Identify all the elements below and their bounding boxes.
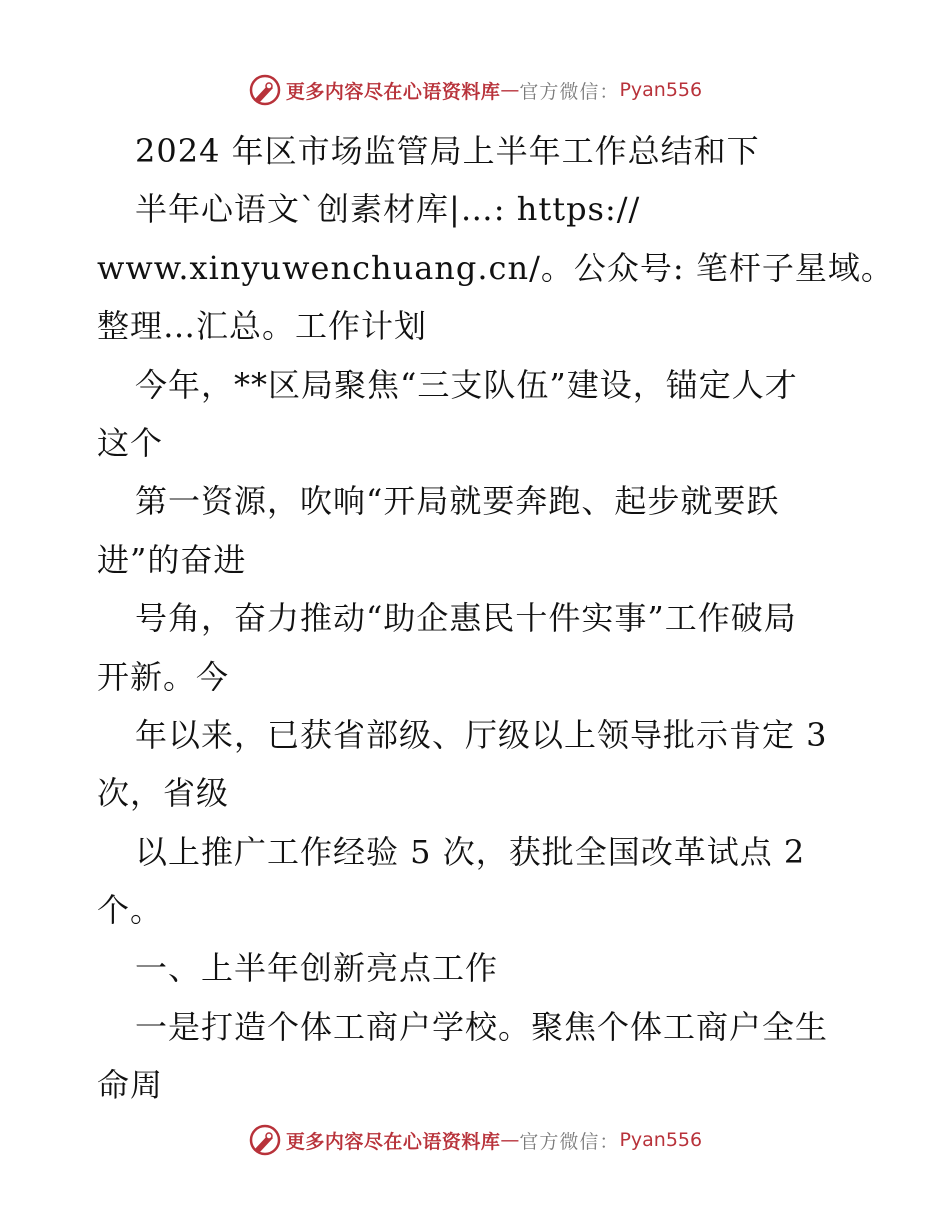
banner-main-text: 更多内容尽在心语资料库 bbox=[285, 80, 501, 103]
doc-line: www.xinyuwenchuang.cn/。公众号: 笔杆子星域。 bbox=[97, 248, 894, 287]
pen-nib-logo-icon bbox=[248, 73, 282, 107]
doc-line: 整理…汇总。工作计划 bbox=[97, 307, 428, 346]
banner-separator: — bbox=[500, 79, 520, 101]
doc-line: 今年，**区局聚焦“三支队伍”建设，锚定人才 bbox=[135, 365, 798, 404]
footer-watermark-banner bbox=[0, 1120, 950, 1160]
doc-line: 以上推广工作经验 5 次，获批全国改革试点 2 bbox=[135, 832, 806, 871]
doc-line: 进”的奋进 bbox=[97, 540, 247, 579]
doc-line: 开新。今 bbox=[97, 657, 230, 696]
document-body bbox=[97, 122, 894, 1115]
doc-line: 号角，奋力推动“助企惠民十件实事”工作破局 bbox=[135, 599, 797, 638]
banner-wechat-id: Pyan556 bbox=[619, 1129, 703, 1151]
doc-line: 半年心语文`创素材库|…: https:// bbox=[135, 190, 641, 229]
doc-line: 次，省级 bbox=[97, 774, 230, 813]
doc-line: 命周 bbox=[97, 1066, 164, 1105]
banner-wechat-id: Pyan556 bbox=[619, 79, 703, 101]
section-heading: 一、上半年创新亮点工作 bbox=[135, 949, 499, 988]
banner-wechat-label: 官方微信： bbox=[519, 1130, 620, 1153]
banner-wechat-label: 官方微信： bbox=[519, 80, 620, 103]
banner-main-text: 更多内容尽在心语资料库 bbox=[285, 1130, 501, 1153]
doc-line: 第一资源，吹响“开局就要奔跑、起步就要跃 bbox=[135, 482, 780, 521]
doc-line: 一是打造个体工商户学校。聚焦个体工商户全生 bbox=[135, 1007, 829, 1046]
banner-separator: — bbox=[500, 1129, 520, 1151]
header-watermark-banner bbox=[0, 70, 950, 110]
doc-line: 年以来，已获省部级、厅级以上领导批示肯定 3 bbox=[135, 715, 828, 754]
doc-line: 2024 年区市场监管局上半年工作总结和下 bbox=[135, 132, 760, 170]
doc-line: 个。 bbox=[97, 891, 164, 930]
pen-nib-logo-icon bbox=[248, 1123, 282, 1157]
doc-line: 这个 bbox=[97, 423, 164, 462]
